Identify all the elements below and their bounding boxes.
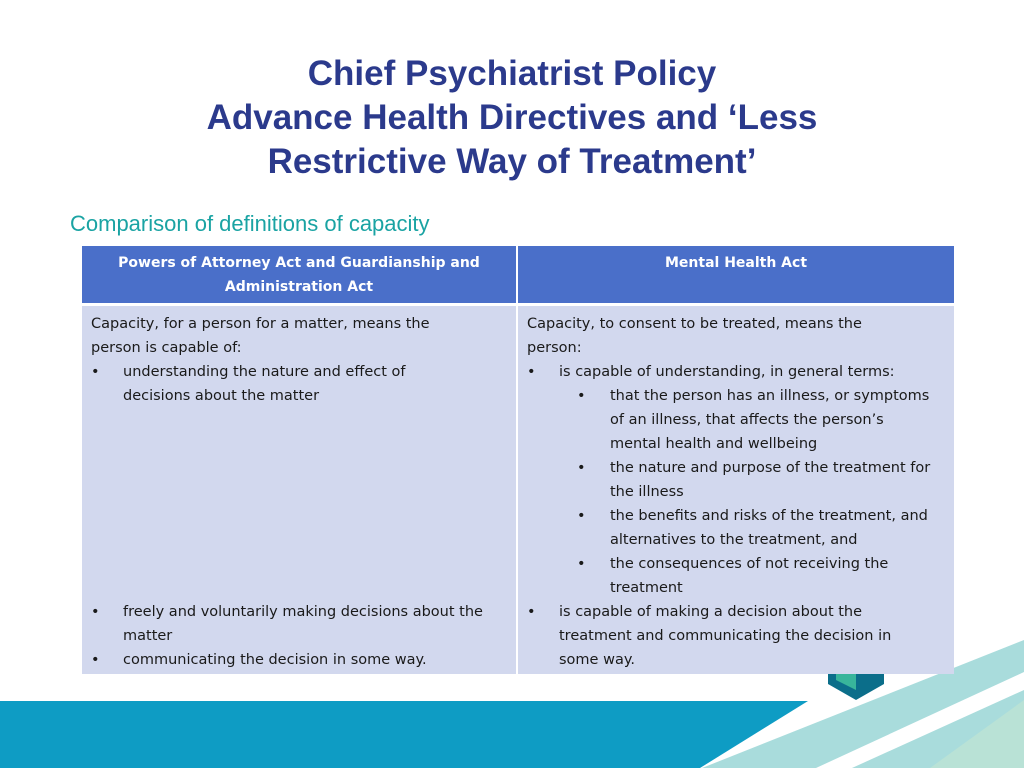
table-row	[82, 305, 954, 675]
bullet-icon: •	[527, 364, 536, 380]
table-header-row	[82, 246, 954, 305]
right-intro-line-2: person:	[527, 340, 582, 356]
list-item	[527, 552, 945, 600]
bullet-icon: •	[91, 364, 100, 380]
right-sub-bullet-nature: the nature and purpose of the treatment for the illness	[610, 460, 931, 500]
list-item	[527, 384, 945, 456]
bullet-icon: •	[577, 508, 586, 524]
bullet-icon: •	[577, 388, 586, 404]
bullet-icon: •	[577, 556, 586, 572]
cell-mental-health-act	[517, 305, 954, 675]
header-mental-health-act: Mental Health Act	[517, 246, 954, 305]
bullet-icon: •	[91, 604, 100, 620]
left-bullet-communicating: communicating the decision in some way.	[123, 652, 427, 668]
right-intro-line-1: Capacity, to consent to be treated, means the	[527, 316, 862, 332]
bullet-icon: •	[527, 604, 536, 620]
left-intro-line-2: person is capable of:	[91, 340, 242, 356]
capacity-comparison-table	[82, 246, 954, 674]
bullet-icon: •	[91, 652, 100, 668]
right-bullet-understanding: is capable of understanding, in general terms:	[559, 364, 895, 380]
right-sub-bullet-consequences: the consequences of not receiving the treatment	[610, 556, 889, 596]
right-bullet-decision: is capable of making a decision about the treatment and communicating the decision in some way.	[559, 604, 892, 668]
title-line-1: Chief Psychiatrist Policy	[307, 54, 717, 93]
list-item	[91, 360, 507, 408]
right-sub-bullet-illness: that the person has an illness, or symptoms of an illness, that affects the person’s mental health and wellbeing	[610, 388, 930, 452]
left-bullet-freely: freely and voluntarily making decisions about the matter	[123, 604, 483, 644]
blue-band	[0, 701, 808, 768]
bullet-icon: •	[577, 460, 586, 476]
left-bullet-understanding: understanding the nature and effect of decisions about the matter	[123, 364, 406, 404]
cell-powers-of-attorney	[82, 305, 517, 675]
list-item	[527, 360, 945, 384]
logo-mark-icon	[828, 672, 884, 700]
title-line-2: Advance Health Directives and ‘Less	[206, 98, 818, 137]
header-powers-of-attorney: Powers of Attorney Act and Guardianship and Administration Act	[82, 246, 517, 305]
slide-subtitle: Comparison of definitions of capacity	[70, 211, 430, 236]
right-sub-bullet-benefits: the benefits and risks of the treatment, and alternatives to the treatment, and	[610, 508, 928, 548]
list-item	[91, 648, 507, 672]
slide-title	[0, 52, 1024, 184]
list-item	[527, 504, 945, 552]
list-item	[91, 600, 507, 648]
list-item	[527, 600, 945, 672]
list-item	[527, 456, 945, 504]
left-intro-line-1: Capacity, for a person for a matter, means the	[91, 316, 430, 332]
title-line-3: Restrictive Way of Treatment’	[267, 142, 757, 181]
